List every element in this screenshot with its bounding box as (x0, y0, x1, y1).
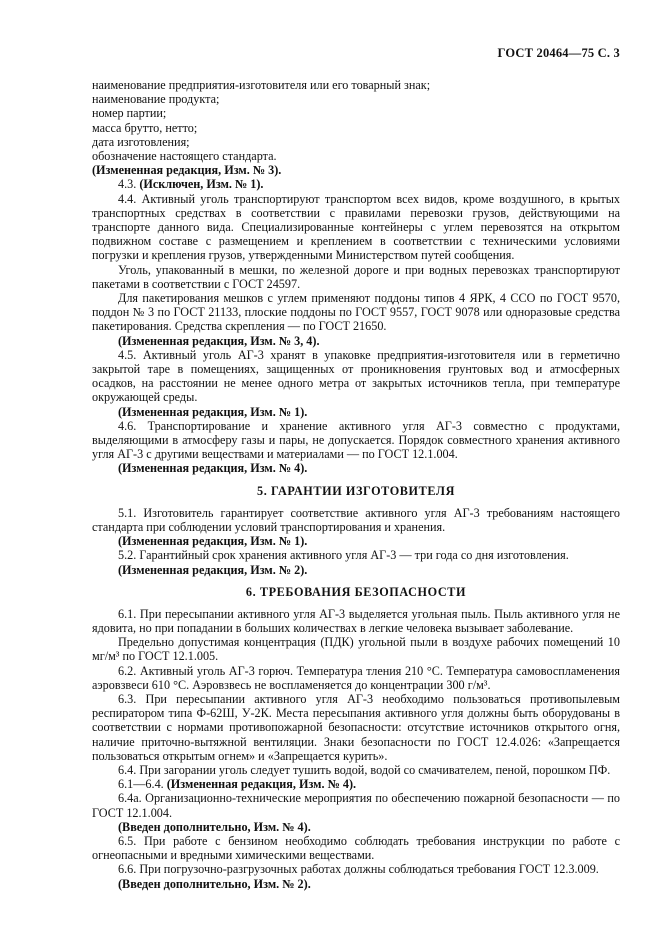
paragraph-pallets: Для пакетирования мешков с углем применяют поддоны типов 4 ЯРК, 4 ССО по ГОСТ 9570, поддон № 3 по ГОСТ 21133, плоские поддоны по ГОСТ 9557, ГОСТ 9078 или одноразовые средства пакетирования. Средства скрепления — по ГОСТ 21650. (92, 291, 620, 334)
revision-note: (Измененная редакция, Изм. № 4). (166, 777, 357, 792)
clause-4-5: 4.5. Активный уголь АГ-3 хранят в упаковке предприятия-изготовителя или в герметично закрытой таре в помещениях, защищенных от проникновения грунтовых вод и атмосферных осадков, на расстоянии не менее одного метра от закрытых источников тепла, при температуре окружающей среды. (92, 347, 620, 405)
revision-note: (Измененная редакция, Изм. № 3). (92, 163, 282, 178)
clause-6-3: 6.3. При пересыпании активного угля АГ-3 необходимо пользоваться противопылевым респиратором типа Ф-62Ш, У-2К. Места пересыпания активного угля должны быть оборудованы в соответствии с нормами противопожарной безопасности: отсутствие источников открытого огня, наличие приточно-вытяжной вентиляции. Знаки безопасности по ГОСТ 12.4.026: «Запрещается пользоваться открытым огнем» и «Запрещается курить». (92, 691, 620, 763)
clause-number: 4.3. (118, 177, 137, 192)
list-item: обозначение настоящего стандарта. (92, 149, 277, 164)
section-6-heading: 6. ТРЕБОВАНИЯ БЕЗОПАСНОСТИ (245, 584, 467, 599)
list-item: номер партии; (92, 106, 167, 121)
revision-note: (Введен дополнительно, Изм. № 4). (118, 819, 311, 834)
clause-6-6: 6.6. При погрузочно-разгрузочных работах должны соблюдаться требования ГОСТ 12.3.009. (118, 862, 599, 877)
revision-note: (Измененная редакция, Изм. № 4). (118, 461, 308, 476)
paragraph-rail-transport: Уголь, упакованный в мешки, по железной дороге и при водных перевозках транспортируют пакетами в соответствии с ГОСТ 24597. (92, 262, 620, 291)
clause-4-4: 4.4. Активный уголь транспортируют транспортом всех видов, кроме воздушного, в крытых транспортных средствах в соответствии с правилами перевозки грузов, действующими на транспорте данного вида. Специализированные контейнеры с углем перевозятся на открытом подвижном составе с размещением и креплением в соответствии с техническими условиями погрузки и крепления грузов, утвержденными Министерством путей сообщения. (92, 191, 620, 263)
clause-number: 6.1—6.4. (118, 777, 164, 792)
revision-note: (Введен дополнительно, Изм. № 2). (118, 876, 311, 891)
clause-6-1-6-4 (92, 777, 620, 791)
clause-4-6: 4.6. Транспортирование и хранение активного угля АГ-3 совместно с продуктами, выделяющими в атмосферу газы и пары, не допускается. Порядок совместного хранения активного угля АГ-3 с другими веществами и материалами — по ГОСТ 12.1.004. (92, 418, 620, 462)
clause-5-2: 5.2. Гарантийный срок хранения активного угля АГ-3 — три года со дня изготовления. (118, 548, 569, 563)
list-item: дата изготовления; (92, 134, 190, 149)
paragraph-pdk: Предельно допустимая концентрация (ПДК) угольной пыли в воздухе рабочих помещений 10 мг/м³ по ГОСТ 12.1.005. (92, 635, 620, 664)
list-item: масса брутто, нетто; (92, 120, 198, 135)
page-header: ГОСТ 20464—75 С. 3 (497, 46, 620, 60)
clause-6-4: 6.4. При загорании уголь следует тушить водой, водой со смачивателем, пеной, порошком ПФ. (118, 762, 611, 777)
clause-6-1: 6.1. При пересыпании активного угля АГ-3 выделяется угольная пыль. Пыль активного угля не ядовита, но при попадании в больших количествах в легкие человека вызывает заболевание. (92, 606, 620, 635)
revision-note: (Измененная редакция, Изм. № 3, 4). (118, 333, 320, 348)
revision-note: (Измененная редакция, Изм. № 1). (118, 534, 308, 549)
document-body (92, 78, 620, 891)
marking-list (92, 78, 620, 163)
section-5-heading: 5. ГАРАНТИИ ИЗГОТОВИТЕЛЯ (257, 483, 455, 498)
revision-note: (Измененная редакция, Изм. № 1). (118, 404, 308, 419)
clause-4-3 (92, 177, 620, 191)
clause-6-4a: 6.4а. Организационно-технические мероприятия по обеспечению пожарной безопасности — по ГОСТ 12.1.004. (92, 791, 620, 820)
clause-6-2: 6.2. Активный уголь АГ-3 горюч. Температура тления 210 °С. Температура самовоспламенения аэровзвеси 610 °С. Аэровзвесь не воспламеняется до концентрации 300 г/м³. (92, 663, 620, 692)
revision-note: (Измененная редакция, Изм. № 2). (118, 562, 308, 577)
list-item: наименование продукта; (92, 92, 220, 107)
list-item: наименование предприятия-изготовителя или его товарный знак; (92, 78, 431, 92)
clause-6-5: 6.5. При работе с бензином необходимо соблюдать требования инструкции по работе с огнеопасными и вредными химическими веществами. (92, 833, 620, 863)
revision-note: (Исключен, Изм. № 1). (139, 177, 264, 192)
clause-5-1: 5.1. Изготовитель гарантирует соответствие активного угля АГ-3 требованиям настоящего стандарта при соблюдении условий транспортирования и хранения. (92, 505, 620, 534)
